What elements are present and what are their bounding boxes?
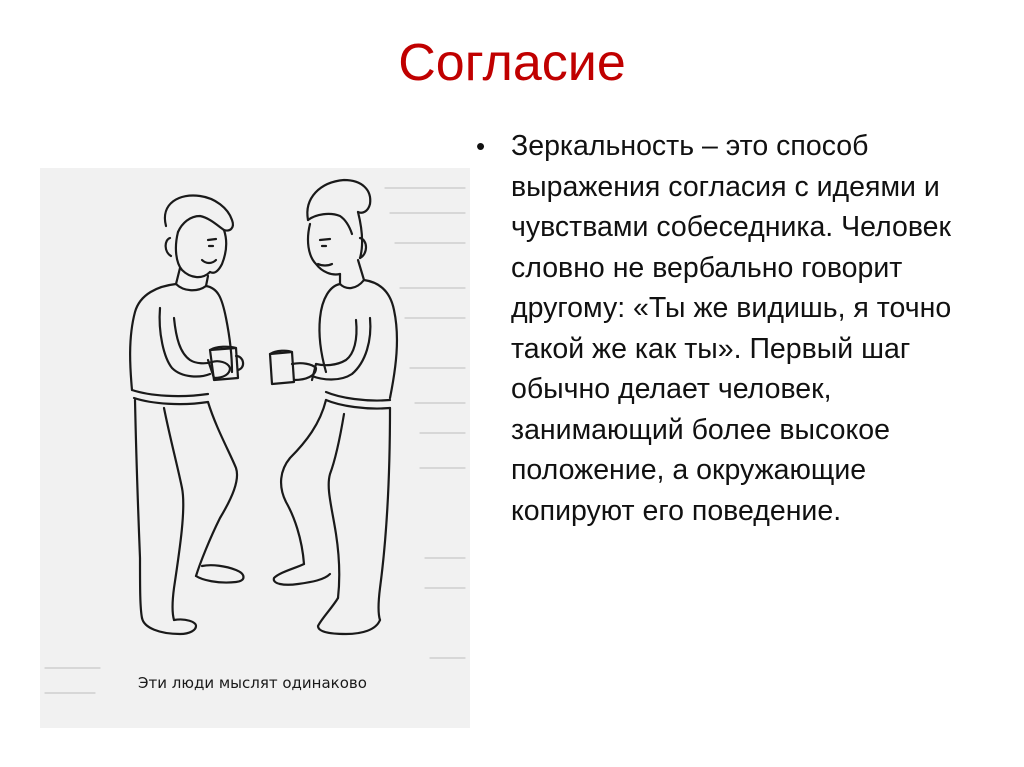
- two-men-drawing: [40, 168, 470, 728]
- bullet-item: [476, 126, 996, 531]
- illustration-panel: [40, 168, 470, 728]
- right-man: [270, 180, 397, 634]
- illustration-caption: Эти люди мыслят одинаково: [138, 674, 367, 692]
- left-man: [130, 195, 243, 634]
- background-scan-lines: [45, 188, 465, 693]
- bullet-marker: •: [476, 131, 486, 161]
- bullet-list: [476, 126, 996, 531]
- bullet-text: Зеркальность – это способ выражения согласия с идеями и чувствами собеседника. Человек словно не вербально говорит другому: «Ты же видишь, я точно такой же как ты». Первый шаг обычно делает человек, занимающий более высокое положение, а окружающие копируют его поведение.: [511, 130, 952, 527]
- slide-title: Согласие: [398, 34, 626, 92]
